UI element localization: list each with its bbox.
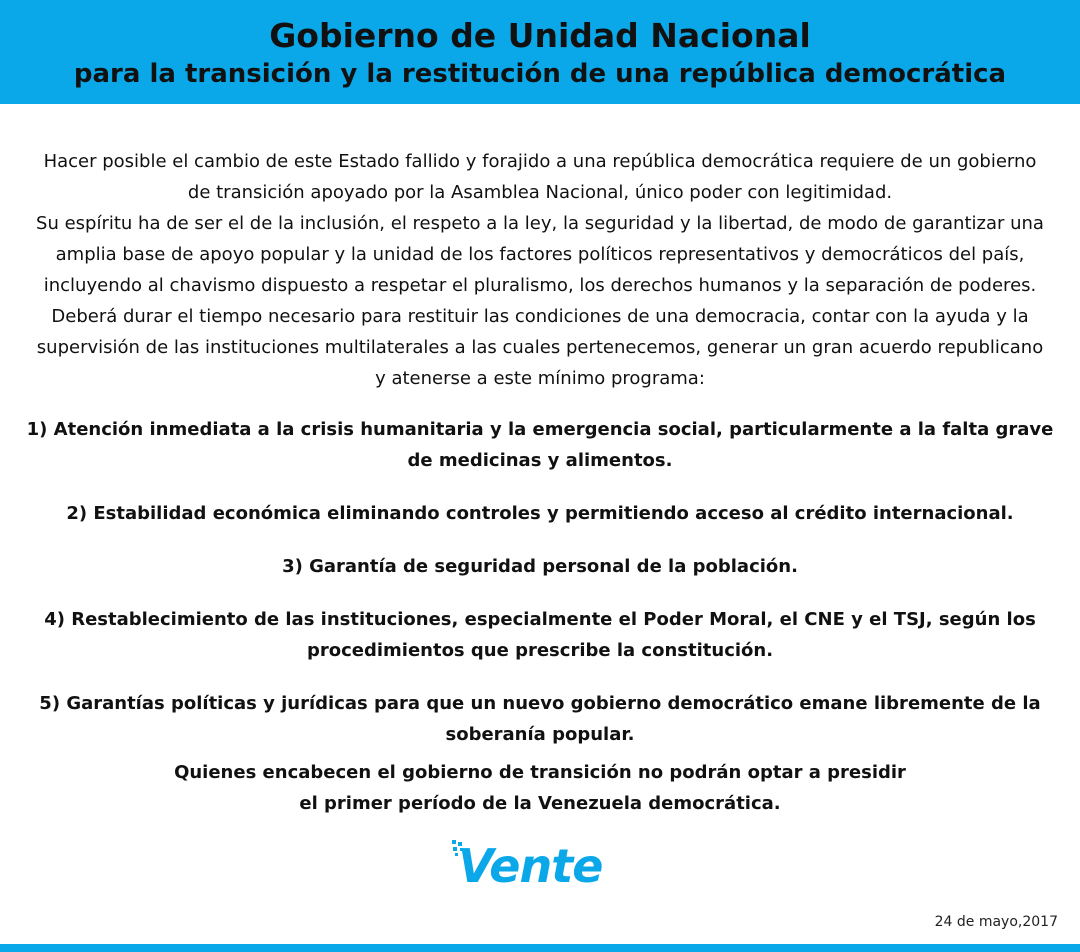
logo-text: Vente: [458, 839, 603, 893]
program-item-3: 3) Garantía de seguridad personal de la población.: [282, 556, 798, 577]
page-subtitle: para la transición y la restitución de una república democrática: [73, 59, 1007, 89]
page-title: Gobierno de Unidad Nacional: [269, 16, 811, 55]
program-item-2: 2) Estabilidad económica eliminando controles y permitiendo acceso al crédito internacional.: [66, 503, 1014, 524]
vente-logo: [450, 838, 620, 898]
footer-bar: [0, 944, 1080, 952]
program-item-1: 1) Atención inmediata a la crisis humanitaria y la emergencia social, particularmente a la falta grave de medicinas y alimentos.: [26, 419, 1054, 471]
closing-statement: Quienes encabecen el gobierno de transición no podrán optar a presidir el primer período de la Venezuela democrática.: [174, 762, 906, 814]
program-item-4: 4) Restablecimiento de las instituciones, especialmente el Poder Moral, el CNE y el TSJ, según los procedimientos que prescribe la constitución.: [44, 609, 1036, 661]
intro-paragraph-2: Su espíritu ha de ser el de la inclusión, el respeto a la ley, la seguridad y la libertad, de modo de garantizar una amplia base de apoyo popular y la unidad de los factores políticos representativos y democráticos del país, incluyendo al chavismo dispuesto a respetar el pluralismo, los derechos humanos y la separación de poderes. Deberá durar el tiempo necesario para restituir las condiciones de una democracia, contar con la ayuda y la supervisión de las instituciones multilaterales a las cuales pertenecemos, generar un gran acuerdo republicano y atenerse a este mínimo programa:: [36, 213, 1044, 389]
program-list: [20, 414, 1060, 772]
document-date: 24 de mayo,2017: [934, 914, 1058, 930]
intro-text: [30, 146, 1050, 394]
program-item-5: 5) Garantías políticas y jurídicas para que un nuevo gobierno democrático emane libremente de la soberanía popular.: [39, 693, 1041, 745]
header-banner: [0, 0, 1080, 104]
intro-paragraph-1: Hacer posible el cambio de este Estado fallido y forajido a una república democrática requiere de un gobierno de transición apoyado por la Asamblea Nacional, único poder con legitimidad.: [43, 151, 1037, 203]
